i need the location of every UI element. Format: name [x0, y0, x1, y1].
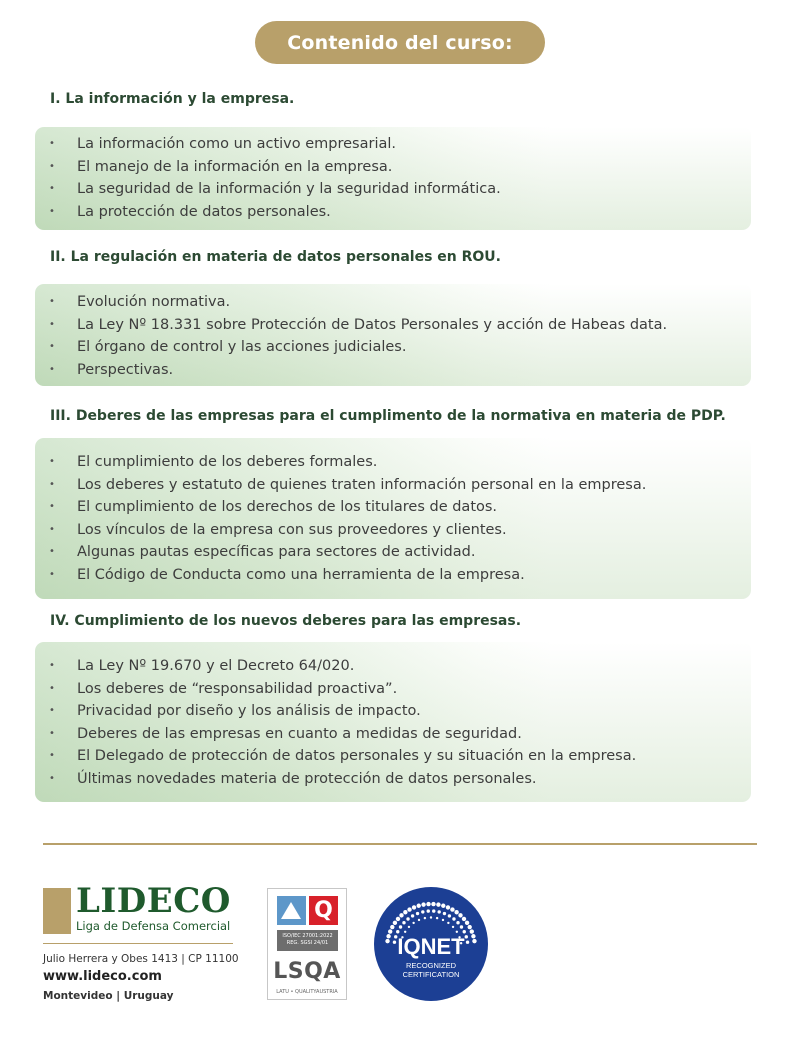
iqnet-dot: [406, 917, 409, 920]
list-item: • Evolución normativa.: [49, 291, 751, 314]
iqnet-dot: [412, 922, 414, 924]
bullet-icon: •: [49, 546, 55, 558]
list-item: • Perspectivas.: [49, 359, 751, 382]
section-panel-4: [35, 642, 751, 802]
iqnet-dot: [408, 926, 410, 928]
iqnet-dot: [454, 910, 458, 914]
list-item: • La Ley Nº 19.670 y el Decreto 64/020.: [49, 655, 751, 678]
section-panel-2: [35, 284, 751, 386]
iqnet-dot: [463, 930, 466, 933]
iqnet-dot: [452, 917, 455, 920]
lsqa-certification-badge: [267, 888, 347, 1000]
iqnet-dot: [386, 934, 390, 938]
list-item: • El cumplimiento de los deberes formales.: [49, 451, 751, 474]
iqnet-dot: [421, 902, 425, 906]
iqnet-dot: [462, 917, 466, 921]
iqnet-dot: [403, 910, 407, 914]
lideco-logo-rule: [43, 943, 233, 944]
iqnet-dot: [441, 904, 445, 908]
bullet-icon: •: [49, 138, 55, 149]
bullet-icon: •: [49, 160, 55, 172]
list-item: • Los deberes de “responsabilidad proactiva”.: [49, 678, 751, 701]
bullet-icon: •: [49, 501, 55, 513]
lsqa-wordmark: LSQA: [273, 959, 341, 984]
iqnet-dot: [467, 925, 471, 929]
bullet-icon: •: [49, 318, 55, 330]
iqnet-dot: [437, 910, 440, 913]
section-list-2: [49, 291, 751, 381]
iqnet-dot: [472, 939, 476, 943]
bullet-icon: •: [49, 296, 55, 307]
iqnet-dot: [404, 931, 406, 933]
section-panel-1: [35, 127, 751, 230]
list-item: • El órgano de control y las acciones judiciales.: [49, 336, 751, 359]
iqnet-dot: [388, 929, 392, 933]
lideco-logo-text: LIDECO: [76, 881, 231, 921]
iqnet-dot: [465, 921, 469, 925]
bullet-icon: •: [49, 682, 55, 694]
list-item: • La protección de datos personales.: [49, 201, 751, 224]
iqnet-dot: [418, 919, 420, 921]
iqnet-dot: [466, 941, 469, 944]
section-heading-4: IV. Cumplimiento de los nuevos deberes para las empresas.: [50, 613, 522, 629]
iqnet-dot: [456, 931, 458, 933]
iqnet-dot: [411, 914, 414, 917]
iqnet-dot: [470, 929, 474, 933]
iqnet-dot: [396, 930, 399, 933]
bullet-icon: •: [49, 727, 55, 739]
iqnet-certification-seal: [373, 886, 489, 1002]
iqnet-dot: [417, 904, 421, 908]
iqnet-dot: [443, 912, 446, 915]
section-heading-2: II. La regulación en materia de datos personales en ROU.: [50, 249, 501, 265]
iqnet-dot: [460, 925, 463, 928]
footer-city: Montevideo | Uruguay: [43, 990, 174, 1002]
bullet-icon: •: [49, 660, 55, 671]
bullet-icon: •: [49, 772, 55, 784]
iqnet-dot: [450, 907, 454, 911]
list-item: • Algunas pautas específicas para sectores de actividad.: [49, 541, 751, 564]
list-item: • Deberes de las empresas en cuanto a medidas de seguridad.: [49, 723, 751, 746]
footer-address: Julio Herrera y Obes 1413 | CP 11100: [43, 953, 239, 965]
list-item: • Últimas novedades materia de protección de datos personales.: [49, 768, 751, 791]
section-list-4: [49, 655, 751, 791]
iqnet-dot: [402, 921, 405, 924]
iqnet-dot: [424, 917, 426, 919]
lideco-logo-subtitle: Liga de Defensa Comercial: [76, 919, 231, 933]
iqnet-dot: [447, 922, 449, 924]
list-item: • Los vínculos de la empresa con sus proveedores y clientes.: [49, 519, 751, 542]
section-heading-1: I. La información y la empresa.: [50, 91, 295, 107]
list-item: • Los deberes y estatuto de quienes traten información personal en la empresa.: [49, 474, 751, 497]
list-item: • La Ley Nº 18.331 sobre Protección de Datos Personales y acción de Habeas data.: [49, 314, 751, 337]
iqnet-dot: [436, 902, 440, 906]
iqnet-dot: [393, 941, 396, 944]
list-item: • El Delegado de protección de datos personales y su situación en la empresa.: [49, 745, 751, 768]
lsqa-q-icon: Q: [309, 896, 338, 925]
section-heading-3: III. Deberes de las empresas para el cumplimento de la normativa en materia de PDP.: [50, 408, 726, 424]
iqnet-wordmark: IQNET: [397, 934, 465, 959]
list-item: • La seguridad de la información y la seguridad informática.: [49, 178, 751, 201]
iqnet-dot: [452, 926, 454, 928]
footer-divider: [43, 843, 757, 845]
iqnet-dot: [426, 902, 430, 906]
list-item: • El manejo de la información en la empresa.: [49, 156, 751, 179]
section-panel-3: [35, 438, 751, 599]
iqnet-dot: [471, 934, 475, 938]
iqnet-dot: [407, 907, 411, 911]
list-item: • El Código de Conducta como una herramienta de la empresa.: [49, 564, 751, 587]
bullet-icon: •: [49, 705, 55, 717]
course-content-title: Contenido del curso:: [255, 21, 545, 64]
iqnet-dot: [385, 939, 389, 943]
footer-website-link[interactable]: www.lideco.com: [43, 969, 162, 984]
iqnet-dot: [396, 917, 400, 921]
iqnet-dot: [442, 919, 444, 921]
lideco-logo-mark: [43, 888, 71, 934]
bullet-icon: •: [49, 183, 55, 195]
iqnet-dot: [431, 902, 435, 906]
lsqa-footer-text: LATU • QUALITYAUSTRIA: [276, 989, 338, 995]
iqnet-dot: [432, 909, 435, 912]
iqnet-dot: [399, 913, 403, 917]
bullet-icon: •: [49, 456, 55, 467]
iqnet-dot: [390, 925, 394, 929]
iqnet-dot: [446, 905, 450, 909]
iqnet-dot: [416, 912, 419, 915]
list-item: • Privacidad por diseño y los análisis de impacto.: [49, 700, 751, 723]
iqnet-dot: [399, 925, 402, 928]
iqnet-dot: [458, 913, 462, 917]
list-item: • El cumplimiento de los derechos de los titulares de datos.: [49, 496, 751, 519]
iqnet-dot: [436, 917, 438, 919]
iqnet-dot: [448, 914, 451, 917]
bullet-icon: •: [49, 341, 55, 353]
section-list-3: [49, 451, 751, 587]
lsqa-triangle-icon: [277, 896, 306, 925]
bullet-icon: •: [49, 523, 55, 535]
list-item: • La información como un activo empresarial.: [49, 133, 751, 156]
iqnet-dot: [421, 910, 424, 913]
iqnet-dot: [412, 905, 416, 909]
iqnet-line-1: RECOGNIZED: [405, 961, 457, 970]
iqnet-line-2: CERTIFICATION: [402, 970, 460, 979]
bullet-icon: •: [49, 205, 55, 217]
iqnet-dot: [456, 921, 459, 924]
section-list-1: [49, 133, 751, 223]
iqnet-dot: [393, 921, 397, 925]
iqnet-dot: [430, 916, 432, 918]
lsqa-standard-band: ISO/IEC 27001:2022 REG. SGSI 24/01: [277, 930, 338, 951]
bullet-icon: •: [49, 363, 55, 375]
bullet-icon: •: [49, 568, 55, 580]
iqnet-dot: [427, 909, 430, 912]
bullet-icon: •: [49, 478, 55, 490]
bullet-icon: •: [49, 750, 55, 762]
iqnet-dot: [465, 935, 468, 938]
